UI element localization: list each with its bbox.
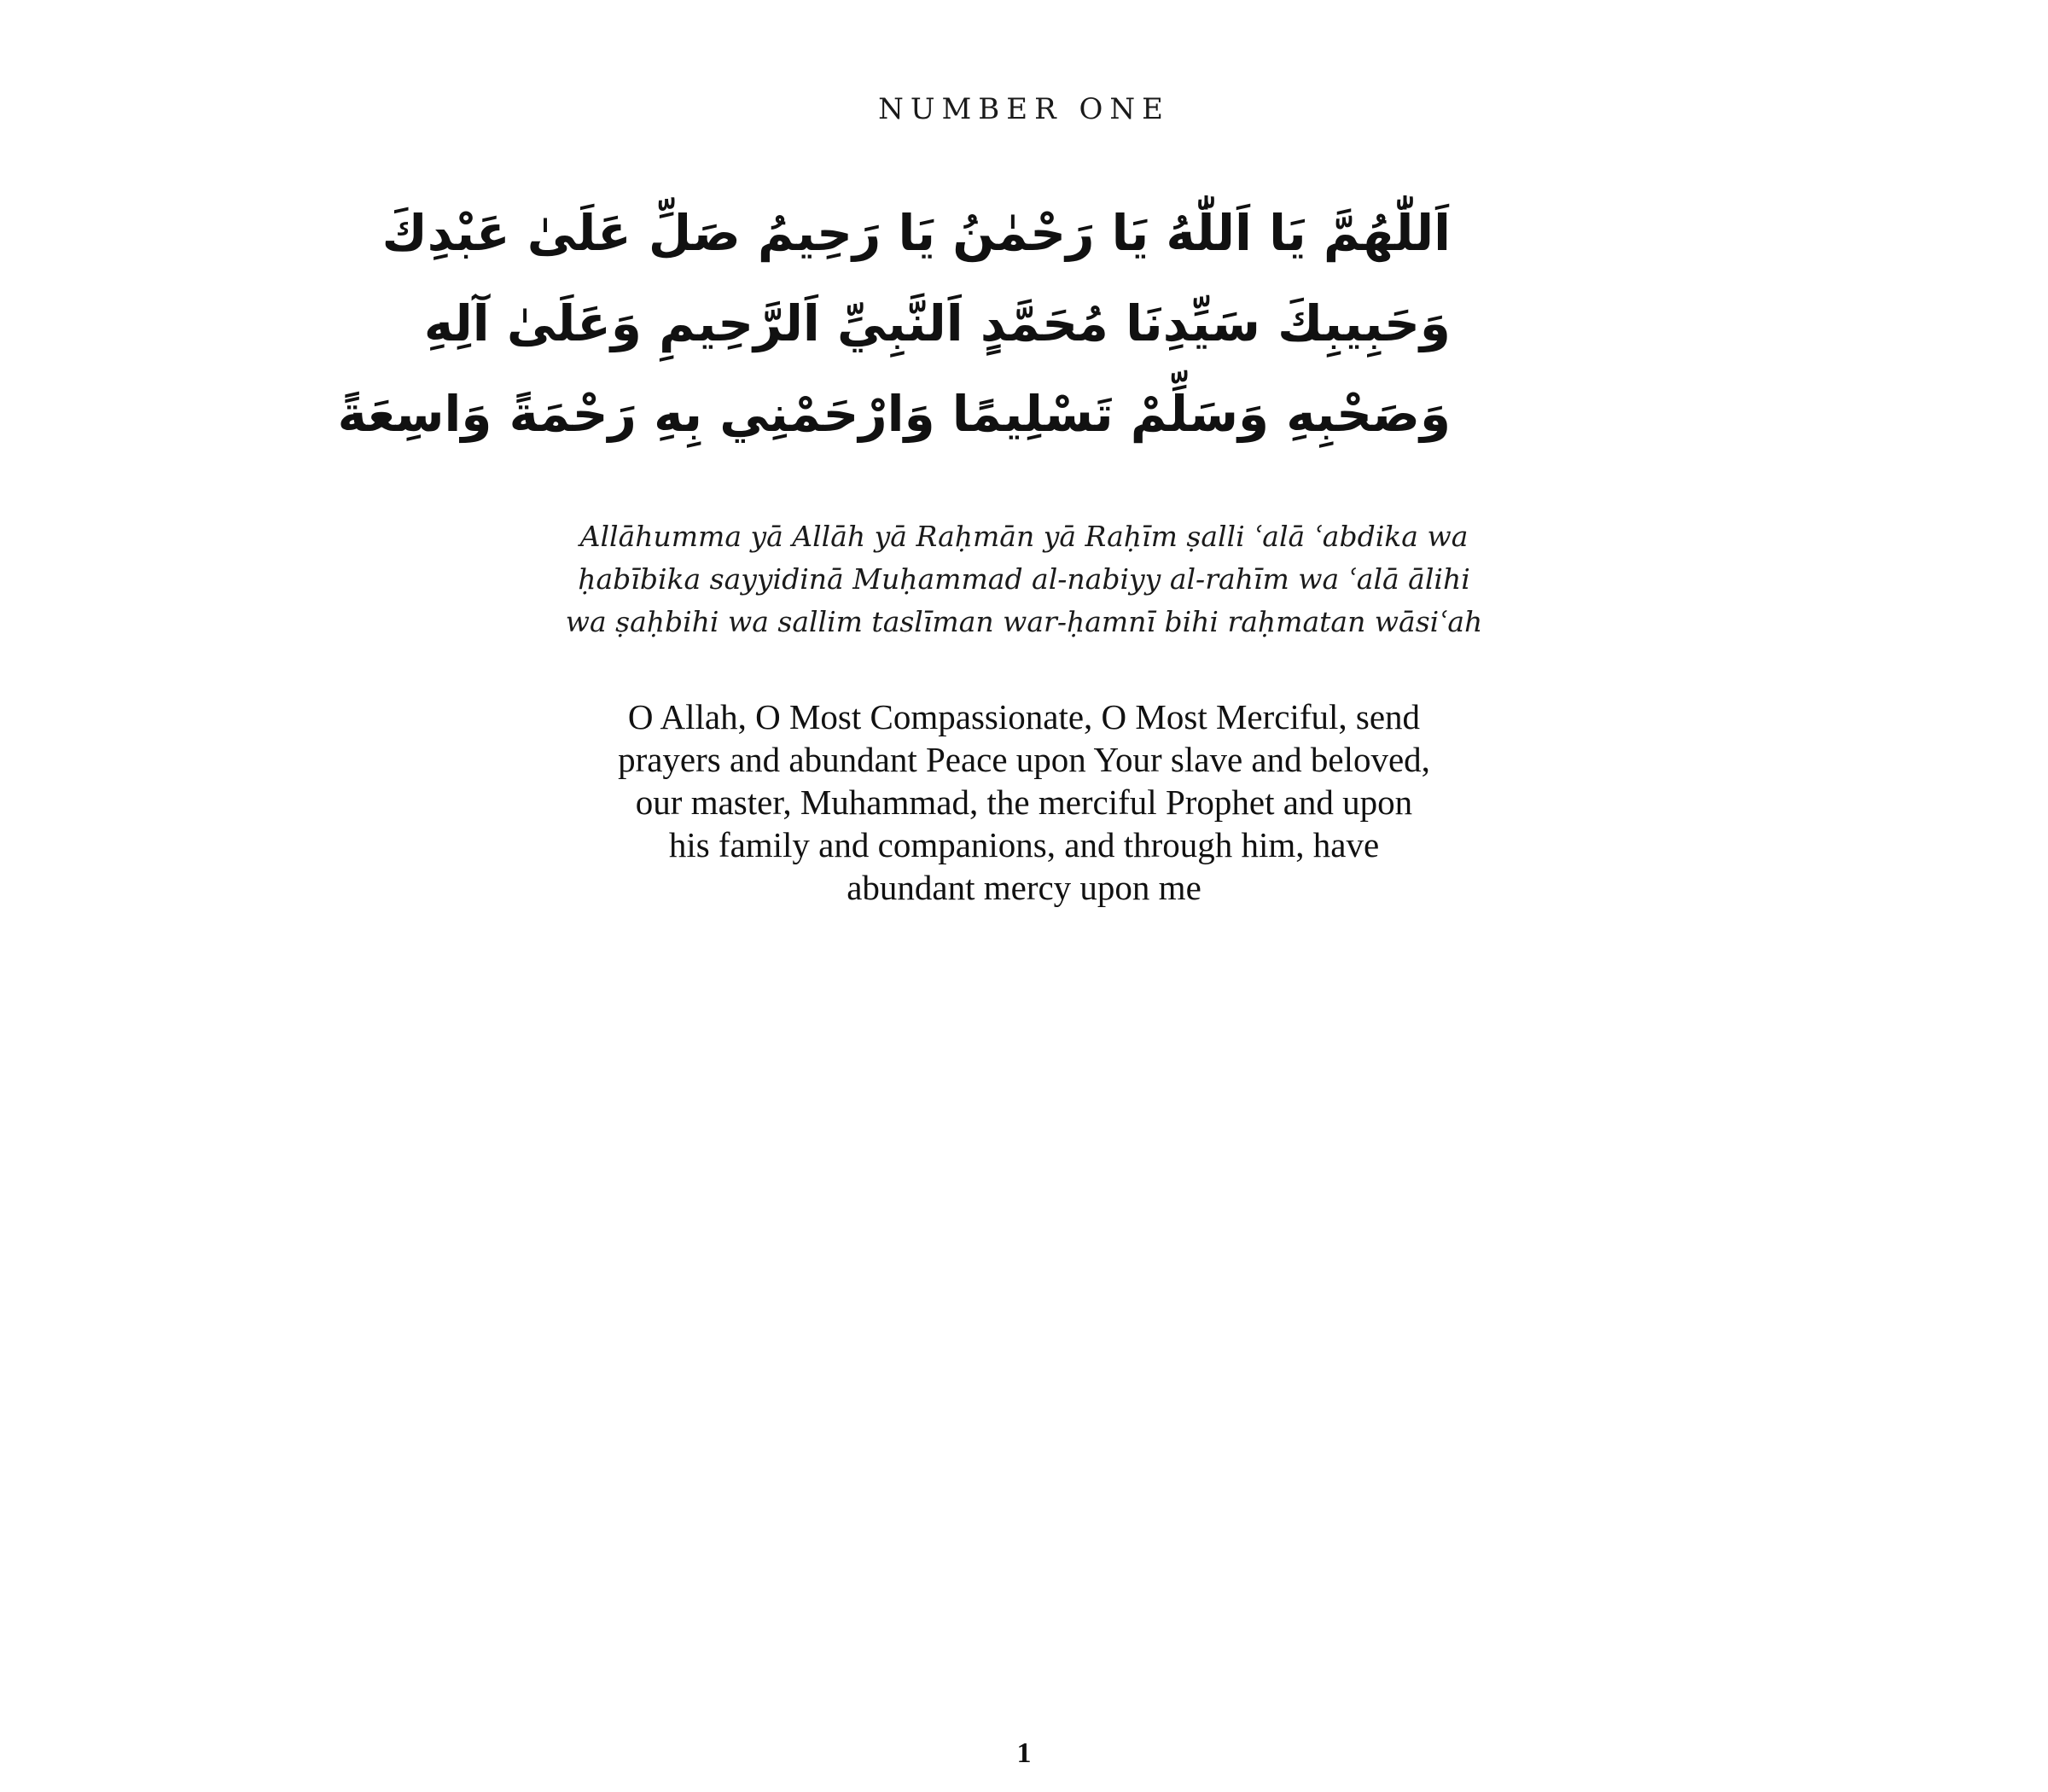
arabic-text-block	[337, 188, 1451, 459]
translation-line: our master, Muhammad, the merciful Prophet and upon	[635, 783, 1413, 822]
translation-line: his family and companions, and through him, have	[668, 825, 1380, 864]
transliteration-line: ḥabībika sayyidinā Muḥammad al-nabiyy al-rahīm wa ʿalā ālihi	[578, 562, 1470, 596]
section-heading: NUMBER ONE	[878, 92, 1170, 126]
transliteration-line: wa ṣaḥbihi wa sallim taslīman war-ḥamnī bihi raḥmatan wāsiʿah	[565, 605, 1483, 638]
translation-block	[529, 695, 1519, 909]
translation-line: abundant mercy upon me	[847, 868, 1201, 907]
page-number: 1	[1016, 1737, 1032, 1769]
translation-line: O Allah, O Most Compassionate, O Most Merciful, send	[627, 697, 1421, 736]
transliteration-block	[546, 515, 1502, 643]
arabic-line: اَللّٰهُمَّ يَا اَللّٰهُ يَا رَحْمٰنُ يَا رَحِيمُ صَلِّ عَلَىٰ عَبْدِكَ	[381, 204, 1451, 262]
arabic-line: وَصَحْبِهِ وَسَلِّمْ تَسْلِيمًا وَارْحَمْنِي بِهِ رَحْمَةً وَاسِعَةً	[337, 385, 1451, 443]
transliteration-line: Allāhumma yā Allāh yā Raḥmān yā Raḥīm ṣalli ʿalā ʿabdika wa	[579, 520, 1469, 553]
translation-line: prayers and abundant Peace upon Your slave and beloved,	[618, 740, 1430, 779]
arabic-line: وَحَبِيبِكَ سَيِّدِنَا مُحَمَّدٍ اَلنَّبِيِّ اَلرَّحِيمِ وَعَلَىٰ آلِهِ	[423, 294, 1451, 352]
